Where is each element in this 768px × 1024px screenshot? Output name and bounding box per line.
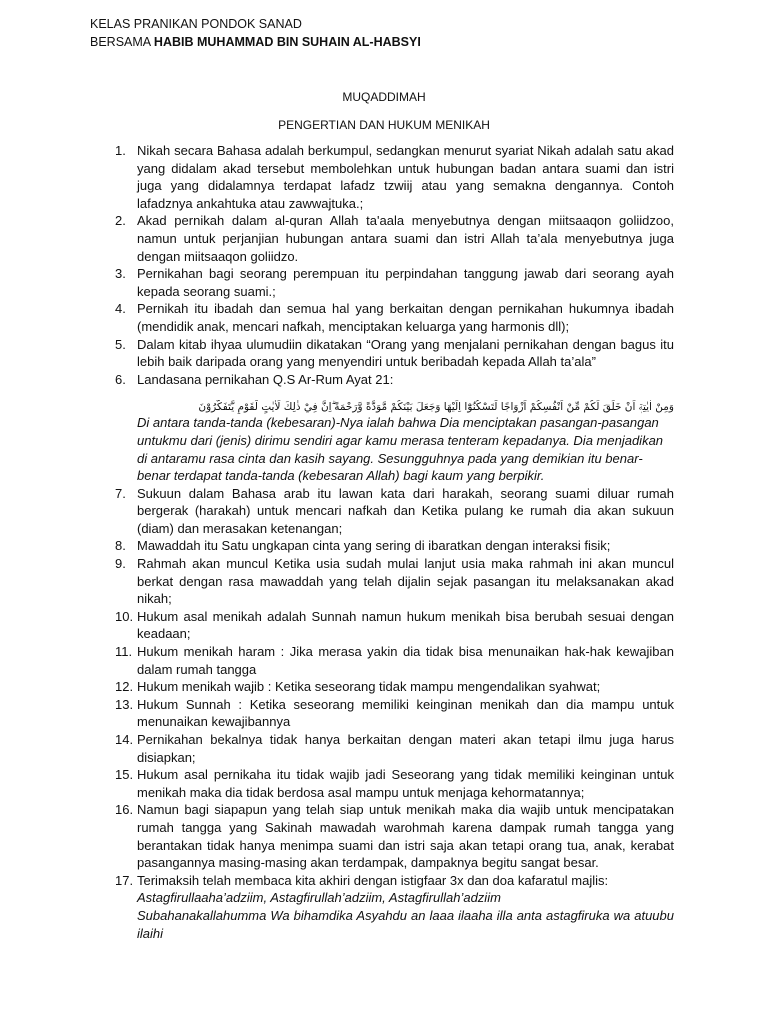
list-number: 11. [115,644,133,660]
numbered-list [90,142,674,942]
list-item [90,731,674,766]
list-number: 10. [115,608,134,624]
list-item [90,608,674,643]
list-item [90,142,674,212]
list-item [90,336,674,371]
verse-translation-line: di antaramu rasa cinta dan kasih sayang. Sesungguhnya pada yang demikian itu benar- [137,450,643,466]
list-text: Nikah secara Bahasa adalah berkumpul, sedangkan menurut syariat Nikah adalah satu akad yang didalam akad tersebut membolehkan untuk hubungan badan antara suami dan istri juga yang didalamnya terdapat lafadz tzwiij atau yang semakna dengannya. Contoh lafadznya ankahtuka atau zawwajtuka.; [137,143,674,211]
istighfar-text: Astagfirullaaha’adziim, Astagfirullah’adziim, Astagfirullah’adziim [137,890,501,906]
list-text: Landasana pernikahan Q.S Ar-Rum Ayat 21: [137,371,394,387]
header-line-2 [90,34,421,51]
list-item [90,872,674,942]
list-number: 8. [115,538,126,554]
verse-translation-line: Di antara tanda-tanda (kebesaran)-Nya ialah bahwa Dia menciptakan pasangan-pasangan [137,415,659,431]
list-item [90,300,674,335]
list-number: 9. [115,556,126,572]
list-number: 2. [115,213,126,229]
list-text: Pernikah itu ibadah dan semua hal yang berkaitan dengan pernikahan hukumnya ibadah (mendidik anak, mencari nafkah, menciptakan keluarga yang harmonis dll); [137,301,674,334]
list-item [90,766,674,801]
header-line-1: KELAS PRANIKAN PONDOK SANAD [90,17,302,31]
header-prefix: BERSAMA [90,35,154,49]
list-text: Pernikahan bekalnya tidak hanya berkaitan dengan materi akan tetapi ilmu juga harus disiapkan; [137,732,674,765]
verse-translation-line: benar terdapat tanda-tanda (kebesaran Allah) bagi kaum yang berpikir. [137,468,545,484]
list-text: Dalam kitab ihyaa ulumudiin dikatakan “Orang yang menjalani pernikahan dengan bagus itu lebih baik daripada orang yang menyendiri untuk beribadah kepada Allah ta’ala” [137,336,674,370]
list-text: Mawaddah itu Satu ungkapan cinta yang sering di ibaratkan dengan interaksi fisik; [137,538,611,554]
list-text: Hukum menikah haram : Jika merasa yakin dia tidak bisa menunaikan hak-hak kewajiban dalam rumah tangga [137,644,674,677]
list-number: 16. [115,802,134,818]
list-text: Hukum asal pernikaha itu tidak wajib jadi Seseorang yang tidak memiliki keinginan untuk menikah maka dia tidak berdosa asal mampu untuk menjaga kehormatannya; [137,767,674,800]
list-number: 3. [115,266,126,282]
list-number: 7. [115,485,126,501]
list-number: 13. [115,696,134,712]
list-item [90,371,674,485]
list-item [90,801,674,871]
kafaratul-majlis-doa: Subahanakallahumma Wa bihamdika Asyahdu an laaa ilaaha illa anta astagfiruka wa atuubu ilaihi [137,907,674,941]
verse-translation-line: untukmu dari (jenis) dirimu sendiri agar kamu merasa tenteram kepadanya. Dia menjadikan [137,432,664,448]
list-number: 5. [115,336,126,352]
list-item [90,485,674,538]
list-item [90,643,674,678]
list-text: Sukuun dalam Bahasa arab itu lawan kata dari harakah, seorang suami diluar rumah bergerak (harakah) untuk mencari nafkah dan Ketika pulang ke rumah dia akan sukuun (diam) dan merasakan ketenangan; [137,485,674,536]
list-number: 4. [115,301,126,317]
list-item [90,678,674,696]
list-number: 12. [115,679,134,695]
list-item [90,537,674,555]
list-number: 17. [115,872,134,888]
list-item [90,212,674,265]
document-title: MUQADDIMAH [342,90,426,104]
list-text: Rahmah akan muncul Ketika usia sudah mulai lanjut usia maka rahmah ini akan muncul berkat dengan rasa mawaddah yang telah dijalin sejak pasangan itu melaksanakan akad nikah; [137,556,674,607]
list-text: Namun bagi siapapun yang telah siap untuk menikah maka dia wajib untuk mencipatakan rumah tangga yang Sakinah mawadah warohmah karena dampak rumah tangga yang berantakan tidak hanya menimpa suami dan istri saja akan tetapi orang tua, anak, kerabat pasangannya masing-masing akan terdampak, dampaknya begitu sangat besar. [137,802,674,871]
list-item [90,555,674,608]
list-text: Akad pernikah dalam al-quran Allah ta'aala menyebutnya dengan miitsaaqon goliidzoo, namun untuk perjanjian hubungan antara suami dan istri Allah ta’ala menyebutnya juga dengan miitsaaqon goliidzo. [137,213,674,264]
document-subtitle: PENGERTIAN DAN HUKUM MENIKAH [278,118,490,132]
list-number: 14. [115,732,134,747]
list-text: Hukum menikah wajib : Ketika seseorang tidak mampu mengendalikan syahwat; [137,679,601,695]
list-number: 1. [115,143,126,158]
list-number: 15. [115,767,134,783]
list-text: Terimaksih telah membaca kita akhiri dengan istigfaar 3x dan doa kafaratul majlis: [137,872,609,888]
list-item [90,265,674,300]
list-item [90,696,674,731]
list-text: Pernikahan bagi seorang perempuan itu perpindahan tanggung jawab dari seorang ayah kepada seorang suami.; [137,266,674,299]
list-text: Hukum Sunnah : Ketika seseorang memiliki keinginan menikah dan dia mampu untuk menunaikan kewajibannya [137,696,674,730]
quran-verse-arabic: وَمِنْ اٰيٰتِهٖٓ اَنْ خَلَقَ لَكُمْ مِّنْ اَنْفُسِكُمْ اَزْوَاجًا لِّتَسْكُنُوْٓا اِلَيْهَا وَجَعَلَ بَيْنَكُمْ مَّوَدَّةً وَّرَحْمَةً ۗاِنَّ فِيْ ذٰلِكَ لَاٰيٰتٍ لِّقَوْمٍ يَّتَفَكَّرُوْنَ [198,401,674,414]
header-teacher-name: HABIB MUHAMMAD BIN SUHAIN AL-HABSYI [153,35,421,49]
list-text: Hukum asal menikah adalah Sunnah namun hukum menikah bisa berubah sesuai dengan keadaan; [137,608,674,642]
list-number: 6. [115,371,126,387]
